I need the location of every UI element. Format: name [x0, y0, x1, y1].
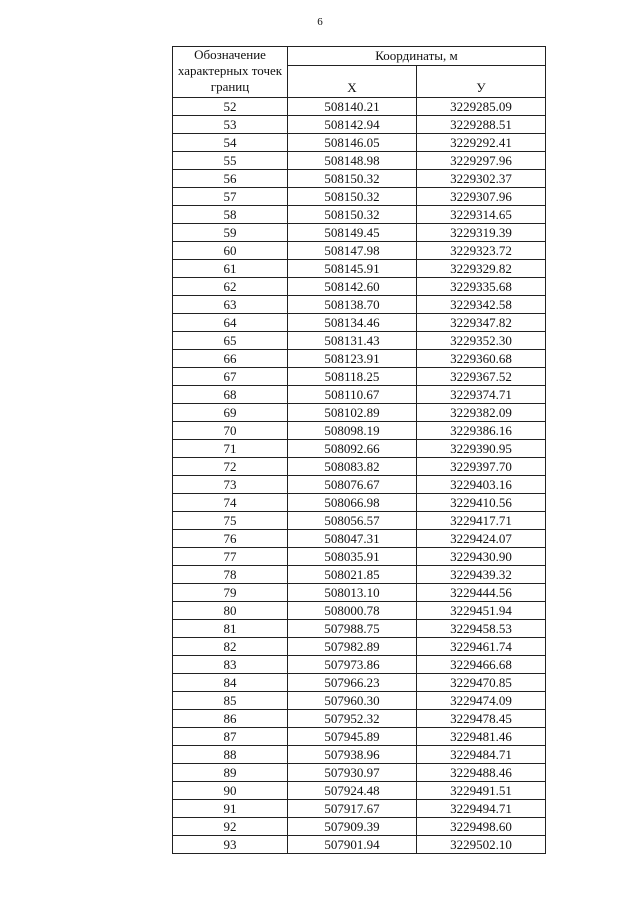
- table-row: [173, 836, 546, 854]
- point-number-cell: 82: [173, 638, 288, 656]
- x-coordinate-cell: 508092.66: [288, 440, 417, 458]
- table-row: [173, 170, 546, 188]
- point-number-cell: 70: [173, 422, 288, 440]
- coordinates-table: [172, 46, 546, 854]
- point-number-cell: 75: [173, 512, 288, 530]
- point-number-cell: 57: [173, 188, 288, 206]
- x-coordinate-cell: 508150.32: [288, 170, 417, 188]
- point-number-cell: 91: [173, 800, 288, 818]
- x-coordinate-cell: 508118.25: [288, 368, 417, 386]
- y-coordinate-cell: 3229417.71: [417, 512, 546, 530]
- table-row: [173, 674, 546, 692]
- y-coordinate-cell: 3229498.60: [417, 818, 546, 836]
- point-number-cell: 60: [173, 242, 288, 260]
- x-coordinate-cell: 507966.23: [288, 674, 417, 692]
- table-row: [173, 566, 546, 584]
- y-coordinate-cell: 3229352.30: [417, 332, 546, 350]
- table-row: [173, 494, 546, 512]
- table-row: [173, 530, 546, 548]
- x-coordinate-cell: 508076.67: [288, 476, 417, 494]
- table-row: [173, 386, 546, 404]
- header-coordinates: Координаты, м: [288, 47, 546, 66]
- y-coordinate-cell: 3229461.74: [417, 638, 546, 656]
- point-number-cell: 90: [173, 782, 288, 800]
- y-coordinate-cell: 3229494.71: [417, 800, 546, 818]
- table-row: [173, 656, 546, 674]
- table-row: [173, 152, 546, 170]
- y-coordinate-cell: 3229403.16: [417, 476, 546, 494]
- point-number-cell: 92: [173, 818, 288, 836]
- y-coordinate-cell: 3229397.70: [417, 458, 546, 476]
- table-row: [173, 620, 546, 638]
- x-coordinate-cell: 508000.78: [288, 602, 417, 620]
- point-number-cell: 89: [173, 764, 288, 782]
- y-coordinate-cell: 3229323.72: [417, 242, 546, 260]
- point-number-cell: 56: [173, 170, 288, 188]
- x-coordinate-cell: 508110.67: [288, 386, 417, 404]
- x-coordinate-cell: 508013.10: [288, 584, 417, 602]
- x-coordinate-cell: 507952.32: [288, 710, 417, 728]
- y-coordinate-cell: 3229470.85: [417, 674, 546, 692]
- point-number-cell: 84: [173, 674, 288, 692]
- table-row: [173, 350, 546, 368]
- point-number-cell: 61: [173, 260, 288, 278]
- y-coordinate-cell: 3229347.82: [417, 314, 546, 332]
- y-coordinate-cell: 3229319.39: [417, 224, 546, 242]
- point-number-cell: 81: [173, 620, 288, 638]
- table-row: [173, 260, 546, 278]
- x-coordinate-cell: 508138.70: [288, 296, 417, 314]
- x-coordinate-cell: 507945.89: [288, 728, 417, 746]
- table-row: [173, 440, 546, 458]
- table-row: [173, 692, 546, 710]
- point-number-cell: 64: [173, 314, 288, 332]
- table-row: [173, 134, 546, 152]
- x-coordinate-cell: 507938.96: [288, 746, 417, 764]
- x-coordinate-cell: 508150.32: [288, 188, 417, 206]
- point-number-cell: 88: [173, 746, 288, 764]
- x-coordinate-cell: 508102.89: [288, 404, 417, 422]
- header-x: Х: [288, 66, 417, 98]
- table-row: [173, 278, 546, 296]
- table-row: [173, 638, 546, 656]
- table-row: [173, 548, 546, 566]
- table-row: [173, 728, 546, 746]
- x-coordinate-cell: 508083.82: [288, 458, 417, 476]
- point-number-cell: 52: [173, 98, 288, 116]
- y-coordinate-cell: 3229444.56: [417, 584, 546, 602]
- point-number-cell: 73: [173, 476, 288, 494]
- point-number-cell: 62: [173, 278, 288, 296]
- point-number-cell: 83: [173, 656, 288, 674]
- table-body: [173, 98, 546, 854]
- y-coordinate-cell: 3229360.68: [417, 350, 546, 368]
- x-coordinate-cell: 507930.97: [288, 764, 417, 782]
- table-row: [173, 800, 546, 818]
- x-coordinate-cell: 508098.19: [288, 422, 417, 440]
- table-row: [173, 242, 546, 260]
- x-coordinate-cell: 508131.43: [288, 332, 417, 350]
- y-coordinate-cell: 3229410.56: [417, 494, 546, 512]
- x-coordinate-cell: 507973.86: [288, 656, 417, 674]
- point-number-cell: 87: [173, 728, 288, 746]
- point-number-cell: 71: [173, 440, 288, 458]
- x-coordinate-cell: 507901.94: [288, 836, 417, 854]
- x-coordinate-cell: 508140.21: [288, 98, 417, 116]
- x-coordinate-cell: 508056.57: [288, 512, 417, 530]
- y-coordinate-cell: 3229285.09: [417, 98, 546, 116]
- y-coordinate-cell: 3229288.51: [417, 116, 546, 134]
- point-number-cell: 77: [173, 548, 288, 566]
- x-coordinate-cell: 508146.05: [288, 134, 417, 152]
- y-coordinate-cell: 3229367.52: [417, 368, 546, 386]
- y-coordinate-cell: 3229478.45: [417, 710, 546, 728]
- table-row: [173, 458, 546, 476]
- x-coordinate-cell: 507924.48: [288, 782, 417, 800]
- table-row: [173, 224, 546, 242]
- y-coordinate-cell: 3229335.68: [417, 278, 546, 296]
- x-coordinate-cell: 508142.94: [288, 116, 417, 134]
- y-coordinate-cell: 3229451.94: [417, 602, 546, 620]
- table-row: [173, 116, 546, 134]
- point-number-cell: 59: [173, 224, 288, 242]
- table-row: [173, 782, 546, 800]
- point-number-cell: 78: [173, 566, 288, 584]
- y-coordinate-cell: 3229342.58: [417, 296, 546, 314]
- x-coordinate-cell: 508148.98: [288, 152, 417, 170]
- x-coordinate-cell: 507960.30: [288, 692, 417, 710]
- table-row: [173, 296, 546, 314]
- point-number-cell: 65: [173, 332, 288, 350]
- table-row: [173, 602, 546, 620]
- point-number-cell: 93: [173, 836, 288, 854]
- page-number: 6: [317, 16, 323, 28]
- x-coordinate-cell: 508035.91: [288, 548, 417, 566]
- table-row: [173, 584, 546, 602]
- y-coordinate-cell: 3229491.51: [417, 782, 546, 800]
- x-coordinate-cell: 508021.85: [288, 566, 417, 584]
- table-row: [173, 710, 546, 728]
- x-coordinate-cell: 507988.75: [288, 620, 417, 638]
- y-coordinate-cell: 3229484.71: [417, 746, 546, 764]
- header-y: У: [417, 66, 546, 98]
- y-coordinate-cell: 3229430.90: [417, 548, 546, 566]
- point-number-cell: 54: [173, 134, 288, 152]
- x-coordinate-cell: 508066.98: [288, 494, 417, 512]
- table-row: [173, 512, 546, 530]
- y-coordinate-cell: 3229481.46: [417, 728, 546, 746]
- x-coordinate-cell: 508123.91: [288, 350, 417, 368]
- y-coordinate-cell: 3229307.96: [417, 188, 546, 206]
- point-number-cell: 72: [173, 458, 288, 476]
- y-coordinate-cell: 3229302.37: [417, 170, 546, 188]
- table-row: [173, 98, 546, 116]
- x-coordinate-cell: 508150.32: [288, 206, 417, 224]
- x-coordinate-cell: 508047.31: [288, 530, 417, 548]
- y-coordinate-cell: 3229502.10: [417, 836, 546, 854]
- x-coordinate-cell: 507917.67: [288, 800, 417, 818]
- point-number-cell: 66: [173, 350, 288, 368]
- table-row: [173, 314, 546, 332]
- x-coordinate-cell: 508147.98: [288, 242, 417, 260]
- y-coordinate-cell: 3229292.41: [417, 134, 546, 152]
- table-row: [173, 422, 546, 440]
- point-number-cell: 74: [173, 494, 288, 512]
- point-number-cell: 53: [173, 116, 288, 134]
- x-coordinate-cell: 507982.89: [288, 638, 417, 656]
- header-points: Обозначение характерных точек границ: [173, 47, 288, 98]
- y-coordinate-cell: 3229329.82: [417, 260, 546, 278]
- point-number-cell: 68: [173, 386, 288, 404]
- point-number-cell: 76: [173, 530, 288, 548]
- x-coordinate-cell: 508149.45: [288, 224, 417, 242]
- x-coordinate-cell: 508142.60: [288, 278, 417, 296]
- point-number-cell: 63: [173, 296, 288, 314]
- point-number-cell: 85: [173, 692, 288, 710]
- y-coordinate-cell: 3229382.09: [417, 404, 546, 422]
- y-coordinate-cell: 3229374.71: [417, 386, 546, 404]
- table-row: [173, 368, 546, 386]
- x-coordinate-cell: 508134.46: [288, 314, 417, 332]
- x-coordinate-cell: 508145.91: [288, 260, 417, 278]
- point-number-cell: 55: [173, 152, 288, 170]
- y-coordinate-cell: 3229439.32: [417, 566, 546, 584]
- table-row: [173, 206, 546, 224]
- y-coordinate-cell: 3229386.16: [417, 422, 546, 440]
- table-row: [173, 476, 546, 494]
- y-coordinate-cell: 3229488.46: [417, 764, 546, 782]
- point-number-cell: 67: [173, 368, 288, 386]
- table-row: [173, 404, 546, 422]
- y-coordinate-cell: 3229297.96: [417, 152, 546, 170]
- point-number-cell: 58: [173, 206, 288, 224]
- y-coordinate-cell: 3229390.95: [417, 440, 546, 458]
- table-row: [173, 764, 546, 782]
- y-coordinate-cell: 3229474.09: [417, 692, 546, 710]
- x-coordinate-cell: 507909.39: [288, 818, 417, 836]
- table-row: [173, 188, 546, 206]
- table-row: [173, 332, 546, 350]
- point-number-cell: 69: [173, 404, 288, 422]
- point-number-cell: 86: [173, 710, 288, 728]
- table-row: [173, 746, 546, 764]
- y-coordinate-cell: 3229314.65: [417, 206, 546, 224]
- y-coordinate-cell: 3229466.68: [417, 656, 546, 674]
- point-number-cell: 80: [173, 602, 288, 620]
- table-row: [173, 818, 546, 836]
- y-coordinate-cell: 3229424.07: [417, 530, 546, 548]
- y-coordinate-cell: 3229458.53: [417, 620, 546, 638]
- point-number-cell: 79: [173, 584, 288, 602]
